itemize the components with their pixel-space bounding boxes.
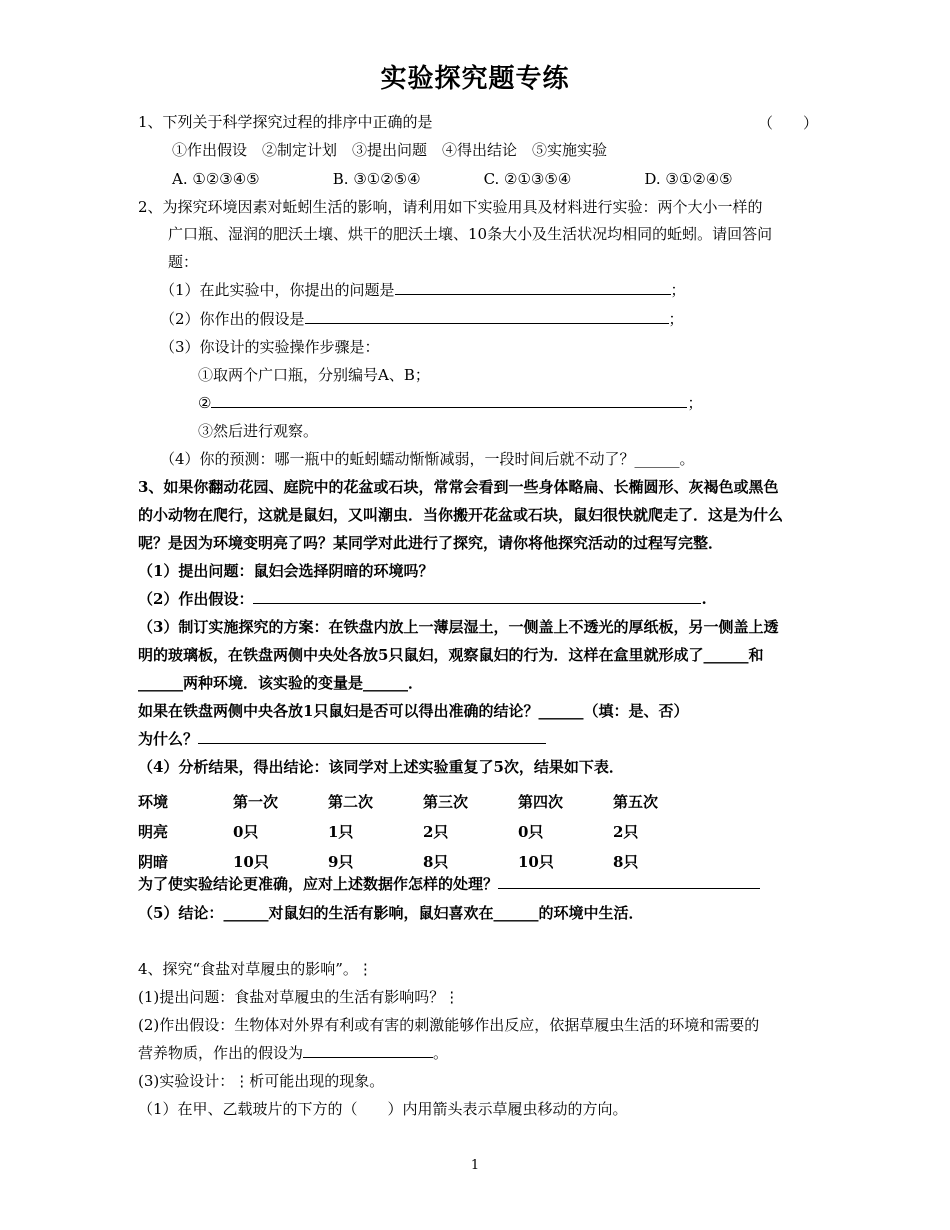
q3-part4-question xyxy=(138,874,760,894)
table-cell: 2只 xyxy=(613,822,639,841)
table-cell: 8只 xyxy=(613,852,639,871)
q3-part3-why xyxy=(138,729,546,749)
q1-option-b: B. ③①②⑤④ xyxy=(332,170,421,188)
q4-hypothesis-end: 。 xyxy=(433,1044,449,1062)
q2-line: 2、为探究环境因素对蚯蚓生活的影响，请利用如下实验用具及材料进行实验：两个大小一样的 xyxy=(138,198,763,216)
q4-hypothesis-text: 营养物质，作出的假设为 xyxy=(138,1044,304,1062)
q3-part3: 明的玻璃板，在铁盘两侧中央处各放5只鼠妇，观察鼠妇的行为．这样在盒里就形成了______和 xyxy=(138,646,764,664)
answer-blank[interactable] xyxy=(303,1043,433,1058)
q2-part1-end: ； xyxy=(670,281,686,299)
q3-why-text: 为什么？ xyxy=(138,730,199,748)
q3-part5: （5）结论：______对鼠妇的生活有影响，鼠妇喜欢在______的环境中生活． xyxy=(138,904,644,922)
q3-part4: （4）分析结果，得出结论：该同学对上述实验重复了5次，结果如下表． xyxy=(138,758,624,776)
page-number: 1 xyxy=(470,1158,480,1173)
table-header-cell: 第三次 xyxy=(423,792,469,811)
answer-blank[interactable] xyxy=(211,393,687,408)
q3-part1: （1）提出问题：鼠妇会选择阴暗的环境吗？ xyxy=(138,562,434,580)
q3-part3: （3）制订实施探究的方案：在铁盘内放上一薄层湿土，一侧盖上不透光的厚纸板，另一侧盖上透 xyxy=(138,618,779,636)
q2-step2-end: ； xyxy=(687,394,703,412)
table-cell: 0只 xyxy=(233,822,259,841)
q2-part1 xyxy=(160,280,686,300)
table-header-cell: 第五次 xyxy=(613,792,659,811)
q1-stem: 1、下列关于科学探究过程的排序中正确的是 xyxy=(138,113,433,131)
table-header-row xyxy=(138,786,708,816)
table-header-cell: 第二次 xyxy=(328,792,374,811)
q4-line: 4、探究“食盐对草履虫的影响”。⋮ xyxy=(138,960,373,978)
table-cell: 9只 xyxy=(328,852,354,871)
q3-part4-question-text: 为了使实验结论更准确，应对上述数据作怎样的处理？ xyxy=(138,875,499,893)
q2-step1: ①取两个广口瓶，分别编号A、B； xyxy=(198,366,430,384)
q3-part2-end: . xyxy=(701,590,707,608)
table-header-cell: 第一次 xyxy=(233,792,279,811)
table-header-cell: 环境 xyxy=(138,792,169,811)
results-table xyxy=(138,786,708,876)
q3-line: 3、如果你翻动花园、庭院中的花盆或石块，常常会看到一些身体略扁、长椭圆形、灰褐色或黑色 xyxy=(138,478,779,496)
q3-part3-question: 如果在铁盘两侧中央各放1只鼠妇是否可以得出准确的结论？______（填：是、否） xyxy=(138,702,689,720)
q2-part2-end: ； xyxy=(668,310,684,328)
table-row xyxy=(138,816,708,846)
q2-part4: （4）你的预测：哪一瓶中的蚯蚓蠕动惭惭减弱，一段时间后就不动了？______。 xyxy=(160,450,695,468)
q1-answer-paren: （ ） xyxy=(758,114,819,132)
q2-part3: （3）你设计的实验操作步骤是： xyxy=(160,338,380,356)
q4-line: (2)作出假设：生物体对外界有利或有害的刺激能够作出反应，依据草履虫生活的环境和需要的 xyxy=(138,1016,760,1034)
table-cell: 2只 xyxy=(423,822,449,841)
answer-blank[interactable] xyxy=(253,589,701,604)
q3-part2 xyxy=(138,589,707,609)
q3-line: 的小动物在爬行，这就是鼠妇，又叫潮虫．当你搬开花盆或石块，鼠妇很快就爬走了．这是为什么 xyxy=(138,506,784,524)
q2-part2 xyxy=(160,309,684,329)
q2-part1-text: （1）在此实验中，你提出的问题是 xyxy=(160,281,395,299)
table-cell: 10只 xyxy=(518,852,554,871)
q2-part2-text: （2）你作出的假设是 xyxy=(160,310,305,328)
q4-line: (3)实验设计：⋮析可能出现的现象。 xyxy=(138,1072,385,1090)
table-cell: 阴暗 xyxy=(138,852,169,871)
table-row xyxy=(138,846,708,876)
q1-option-d: D. ③①②④⑤ xyxy=(644,170,733,188)
table-cell: 10只 xyxy=(233,852,269,871)
table-cell: 明亮 xyxy=(138,822,169,841)
table-cell: 8只 xyxy=(423,852,449,871)
q1-option-a: A. ①②③④⑤ xyxy=(172,170,260,188)
q1-options xyxy=(172,169,733,189)
q1-steps: ①作出假设 ②制定计划 ③提出问题 ④得出结论 ⑤实施实验 xyxy=(172,141,608,159)
answer-blank[interactable] xyxy=(305,309,669,324)
q2-line: 广口瓶、湿润的肥沃土壤、烘干的肥沃土壤、10条大小及生活状况均相同的蚯蚓。请回答问 xyxy=(168,225,773,243)
q3-line: 呢？是因为环境变明亮了吗？某同学对此进行了探究，请你将他探究活动的过程写完整． xyxy=(138,534,724,552)
table-cell: 1只 xyxy=(328,822,354,841)
answer-blank[interactable] xyxy=(198,729,546,744)
q3-part2-text: （2）作出假设： xyxy=(138,590,254,608)
q2-step2 xyxy=(198,393,702,413)
answer-blank[interactable] xyxy=(395,280,671,295)
q2-step3: ③然后进行观察。 xyxy=(198,422,319,440)
table-header-cell: 第四次 xyxy=(518,792,564,811)
q4-line: （1）在甲、乙载玻片的下方的（ ）内用箭头表示草履虫移动的方向。 xyxy=(138,1100,628,1118)
page-title: 实验探究题专练 xyxy=(380,64,570,94)
q2-line: 题： xyxy=(168,253,199,271)
q4-line: (1)提出问题：食盐对草履虫的生活有影响吗？⋮ xyxy=(138,988,460,1006)
q3-part3: ______两种环境．该实验的变量是______． xyxy=(138,674,424,692)
table-cell: 0只 xyxy=(518,822,544,841)
answer-blank[interactable] xyxy=(498,874,760,889)
q1-option-c: C. ②①③⑤④ xyxy=(483,170,572,188)
q2-step2-num: ② xyxy=(198,394,212,412)
q4-hypothesis xyxy=(138,1043,448,1063)
